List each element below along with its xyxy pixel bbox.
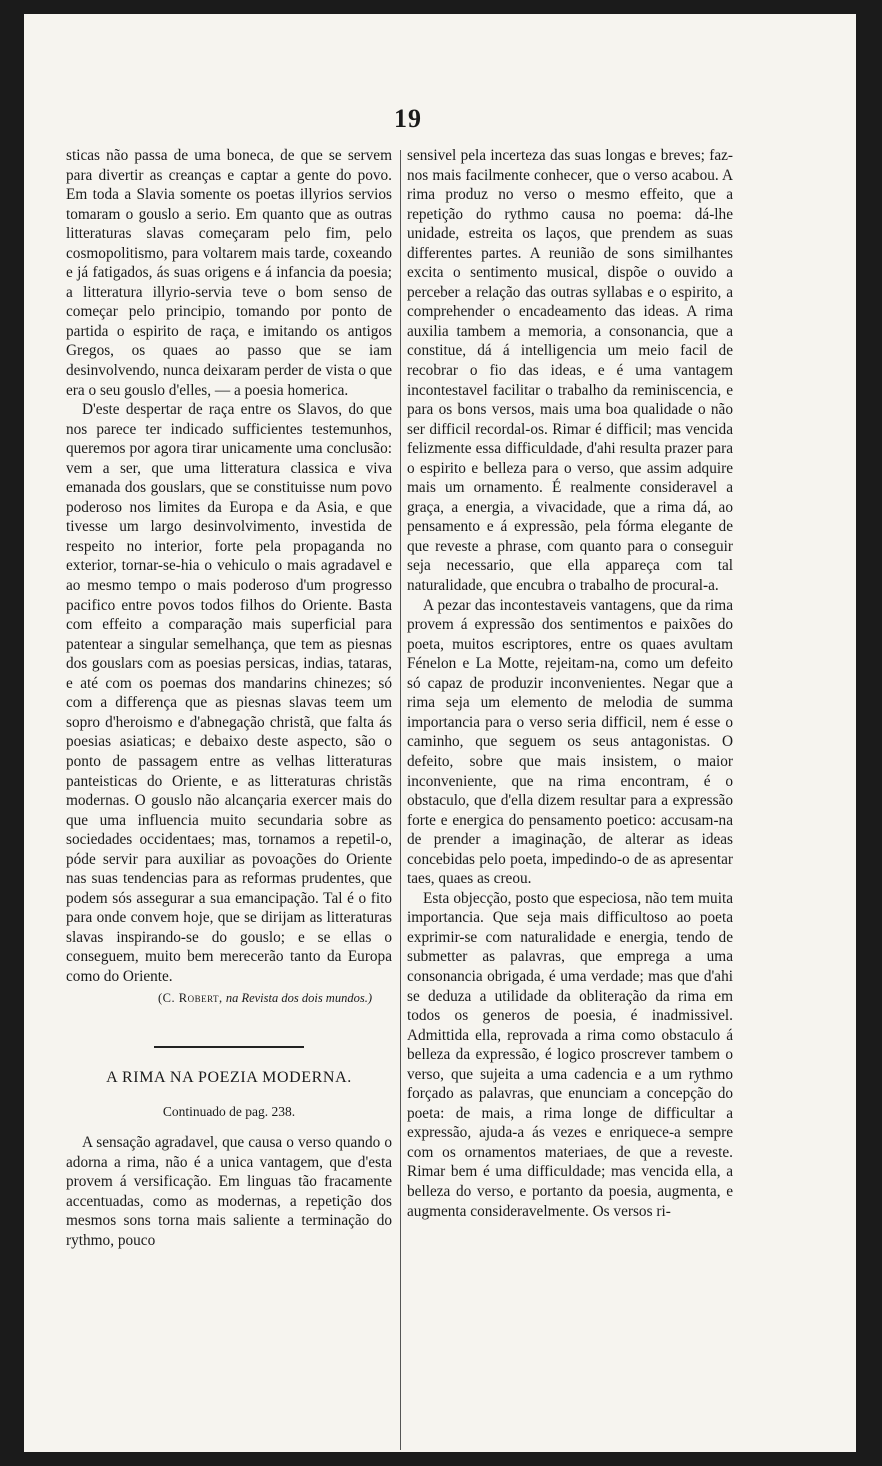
citation — [66, 989, 392, 1009]
continued-note: Continuado de pag. 238. — [162, 1103, 296, 1119]
page-number: 19 — [394, 104, 422, 133]
article-paragraph: A sensação agradavel, que causa o verso quando o adorna a rima, não é a unica vantagem, que d'esta provem á versificação. Em linguas tão fracamente accentuadas, como as modernas, a repetição dos mesmos sons torna mais saliente a terminação do rythmo, pouco — [66, 1134, 392, 1249]
right-paragraph-2: A pezar das incontestaveis vantagens, que da rima provem á expressão dos sentimentos e paixões do poeta, muitos escriptores, entre os quaes avultam Fénelon e La Motte, rejeitam-na, como um defeito só capaz de produzir inconvenientes. Negar que a rima seja um elemento de melodia de summa importancia para o verso seria difficil, nem é esse o caminho, que seguem os seus antagonistas. O defeito, sobre que mais insistem, o maior inconveniente, que na rima encontram, é o obstaculo, que d'ella dizem resultar para a expressão forte e energica do pensamento poetico: accusam-na de prender a imaginação, de alterar as ideas concebidas pelo poeta, impedindo-o de as apresentar taes, quaes as creou. — [407, 596, 733, 888]
citation-source: na Revista dos dois mundos.) — [225, 990, 372, 1005]
column-divider — [400, 150, 401, 1450]
left-column — [66, 146, 392, 1250]
citation-author: (C. Robert, — [158, 990, 223, 1005]
left-paragraph-2: D'este despertar de raça entre os Slavos, do que nos parece ter indicado sufficientes testemunhos, queremos por agora tirar unicamente uma conclusão: vem a ser, que uma litteratura classica e viva emanada dos gouslars, que se constituisse num povo poderoso nos limites da Europa e da Asia, e que tivesse um largo desinvolvimento, investida de respeito no interior, forte pela propaganda no exterior, tornar-se-hia o vehiculo o mais agradavel e ao mesmo tempo o mais poderoso d'um progresso pacifico entre povos todos filhos do Oriente. Basta com effeito a comparação mais superficial para patentear a singular semelhança, que tem as piesnas dos gouslars com as poesias persicas, indias, tataras, e até com os poemas dos mandarins chinezes; só com a differença que as piesnas slavas teem um sopro d'heroismo e d'abnegação christã, que falta ás poesias asiaticas; e debaixo deste aspecto, são o ponto de passagem entre as velhas litteraturas panteisticas do Oriente, e as litteraturas christãs modernas. O gouslo não alcançaria exercer mais do que uma influencia muito secundaria sobre as sociedades occidentaes; mas, tornamos a repetil-o, póde servir para auxiliar as povoações do Oriente nas suas tendencias para as reformas prudentes, que podem sós assegurar a sua emancipação. Tal é o fito para onde convem hoje, que se dirijam as litteraturas slavas inspirando-se do gouslo; e se ellas o conseguem, muito bem merecerão tanto da Europa como do Oriente. — [66, 401, 392, 985]
left-paragraph-1: sticas não passa de uma boneca, de que se servem para divertir as creanças e captar a gente do povo. Em toda a Slavia somente os poetas illyrios servios tomaram o gouslo a serio. Em quanto que as outras litteraturas slavas começaram pelo fim, pelo cosmopolitismo, para voltarem mais tarde, coxeando e já fatigados, ás suas origens e á infancia da poesia; a litteratura illyrio-servia teve o bom senso de começar pelo principio, tomando por ponto de partida o espirito de raça, e imitando os antigos Gregos, os quaes ao passo que se iam desinvolvendo, nunca deixaram perder de vista o que era o seu gouslo d'elles, — a poesia homerica. — [66, 147, 392, 399]
article-title: A RIMA NA POEZIA MODERNA. — [106, 1069, 352, 1087]
section-rule — [154, 1046, 304, 1048]
right-paragraph-1: sensivel pela incerteza das suas longas e breves; faz-nos mais facilmente conhecer, que o verso acabou. A rima produz no verso o mesmo effeito, que a repetição do rythmo causa no poema: dá-lhe unidade, estreita os laços, que prendem as suas differentes partes. A reunião de sons similhantes excita o sentimento musical, dispõe o ouvido a perceber a relação das outras syllabas e o espirito, a comprehender o encadeamento das ideas. A rima auxilia tambem a memoria, a consonancia, que a constitue, dá á intelligencia um meio facil de recobrar o fio das ideas, e é uma vantagem incontestavel facilitar o trabalho da reminiscencia, e para os bons versos, mais uma boa qualidade o não ser difficil recordal-os. Rimar é difficil; mas vencida felizmente essa difficuldade, d'ahi resulta prazer para o espirito e belleza para o verso, que assim adquire mais um ornamento. É realmente consideravel a graça, a energia, a vivacidade, que a rima dá, ao pensamento e á expressão, pela fórma elegante de que reveste a phrase, com quanto para o conseguir seja necessario, que ella appareça com tal naturalidade, que encubra o trabalho de procural-a. — [407, 147, 733, 595]
right-paragraph-3: Esta objecção, posto que especiosa, não tem muita importancia. Que seja mais difficultoso ao poeta exprimir-se com naturalidade e energia, tendo de submetter as palavras, que emprega a uma consonancia obrigada, é uma verdade; mas que d'ahi se deduza a utilidade da obliteração da rima em todos os generos de poesia, é inadmissivel. Admittida ella, reprovada a rima como obstaculo á belleza da expressão, é logico proscrever tambem o verso, que sujeita a uma cadencia e a um rythmo forçado as palavras, que enunciam a concepção do poeta: de mais, a rima longe de difficultar a expressão, ajuda-a ás vezes e enriquece-a sempre com os ornamentos materiaes, de que a reveste. Rimar bem é uma difficuldade; mas vencida ella, a belleza do verso, e portanto da poesia, augmenta, e augmenta consideravelmente. Os versos ri- — [407, 889, 733, 1220]
right-column — [407, 146, 733, 1221]
